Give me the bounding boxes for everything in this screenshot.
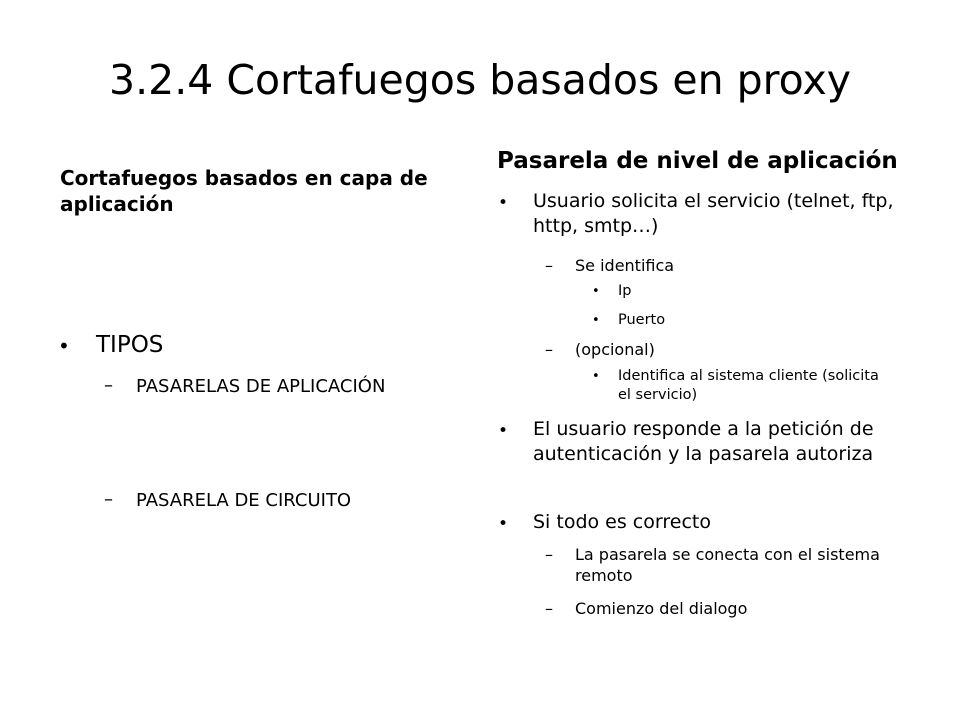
bullet-if-all-correct: Si todo es correcto bbox=[533, 511, 711, 533]
slide-title: 3.2.4 Cortafuegos basados en proxy bbox=[109, 56, 851, 104]
dash-marker: – bbox=[104, 489, 113, 510]
bullet-marker: • bbox=[498, 514, 509, 534]
dash-marker: – bbox=[545, 256, 553, 275]
bullet-user-requests-service: Usuario solicita el servicio (telnet, ftp, http, smtp…) bbox=[533, 190, 894, 237]
bullet-marker: • bbox=[592, 284, 600, 299]
bullet-marker: • bbox=[58, 334, 70, 358]
dash-marker: – bbox=[104, 375, 113, 396]
dash-marker: – bbox=[545, 599, 553, 618]
dash-marker: – bbox=[545, 545, 553, 564]
right-heading: Pasarela de nivel de aplicación bbox=[497, 148, 898, 174]
bullet-marker: • bbox=[592, 369, 600, 384]
bullet-user-responds-authentication: El usuario responde a la petición de autenticación y la pasarela autoriza bbox=[533, 418, 874, 465]
types-label: TIPOS bbox=[96, 332, 164, 358]
sub-item-optional: (opcional) bbox=[575, 340, 655, 359]
sub-item-identifies: Se identifica bbox=[575, 256, 675, 275]
bullet-marker: • bbox=[592, 313, 600, 328]
sub-sub-item-client-identification: Identifica al sistema cliente (solicita el servicio) bbox=[618, 368, 879, 403]
type-item-circuit-gateway: PASARELA DE CIRCUITO bbox=[136, 490, 352, 511]
sub-item-dialog-start: Comienzo del dialogo bbox=[575, 599, 748, 618]
sub-item-gateway-connects: La pasarela se conecta con el sistema remoto bbox=[575, 545, 880, 585]
type-item-application-gateways: PASARELAS DE APLICACIÓN bbox=[136, 376, 386, 397]
left-heading: Cortafuegos basados en capa de aplicación bbox=[60, 166, 428, 216]
sub-sub-item-ip: Ip bbox=[618, 283, 632, 299]
sub-sub-item-port: Puerto bbox=[618, 312, 666, 328]
bullet-marker: • bbox=[498, 193, 509, 213]
dash-marker: – bbox=[545, 340, 553, 359]
bullet-marker: • bbox=[498, 421, 509, 441]
